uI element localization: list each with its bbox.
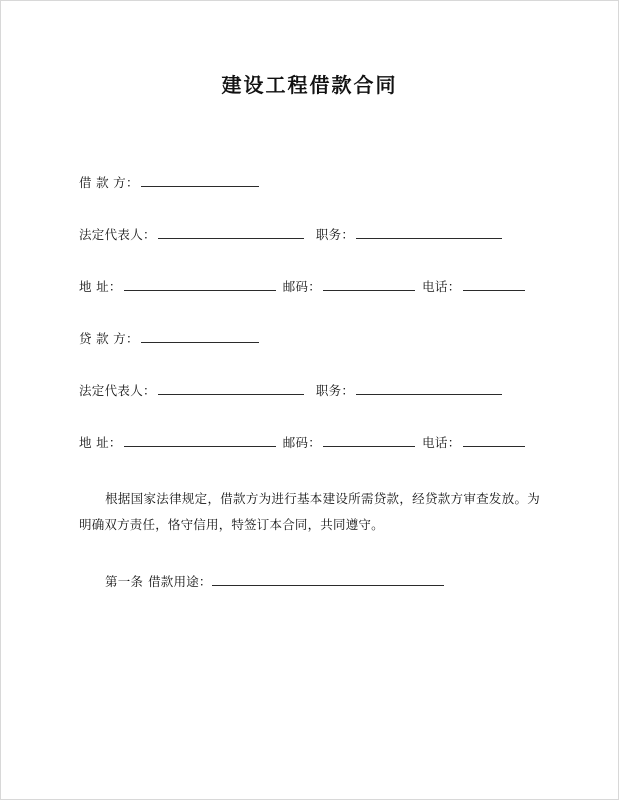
input-blank-legal-rep[interactable] — [158, 382, 304, 395]
field-borrower-address — [79, 278, 540, 296]
input-blank-loan-purpose[interactable] — [212, 574, 444, 586]
clause-number: 第一条 — [105, 574, 144, 589]
field-label-phone: 电话： — [422, 279, 461, 294]
field-label: 地 址： — [79, 435, 122, 450]
input-blank-address[interactable] — [124, 434, 276, 447]
input-blank-phone[interactable] — [463, 434, 525, 447]
field-label-postcode: 邮码： — [282, 435, 322, 450]
input-blank-position[interactable] — [356, 226, 502, 239]
field-label-phone: 电话： — [422, 435, 461, 450]
preamble-paragraph — [79, 486, 540, 538]
input-blank-legal-rep[interactable] — [158, 226, 304, 239]
field-label: 地 址： — [79, 279, 122, 294]
field-borrower — [79, 174, 540, 192]
field-borrower-legal-rep — [79, 226, 540, 244]
field-lender — [79, 330, 540, 348]
field-label-position: 职务： — [315, 227, 355, 242]
input-blank-phone[interactable] — [463, 278, 525, 291]
input-blank-postcode[interactable] — [323, 434, 415, 447]
clause-label: 借款用途： — [148, 574, 212, 589]
page-title: 建设工程借款合同 — [221, 73, 398, 97]
field-label-postcode: 邮码： — [282, 279, 322, 294]
field-lender-legal-rep — [79, 382, 540, 400]
field-lender-address — [79, 434, 540, 452]
clause-one — [79, 572, 540, 592]
field-label-position: 职务： — [315, 383, 355, 398]
field-label: 法定代表人： — [79, 227, 156, 242]
input-blank-position[interactable] — [356, 382, 502, 395]
input-blank-borrower[interactable] — [141, 174, 259, 187]
field-label: 借 款 方： — [79, 175, 139, 190]
input-blank-lender[interactable] — [141, 330, 259, 343]
field-label: 贷 款 方： — [79, 331, 139, 346]
input-blank-postcode[interactable] — [323, 278, 415, 291]
document-body — [1, 174, 618, 592]
preamble-text: 根据国家法律规定，借款方为进行基本建设所需贷款，经贷款方审查发放。为明确双方责任，恪守信用，特签订本合同，共同遵守。 — [79, 491, 540, 532]
field-label: 法定代表人： — [79, 383, 156, 398]
input-blank-address[interactable] — [124, 278, 276, 291]
